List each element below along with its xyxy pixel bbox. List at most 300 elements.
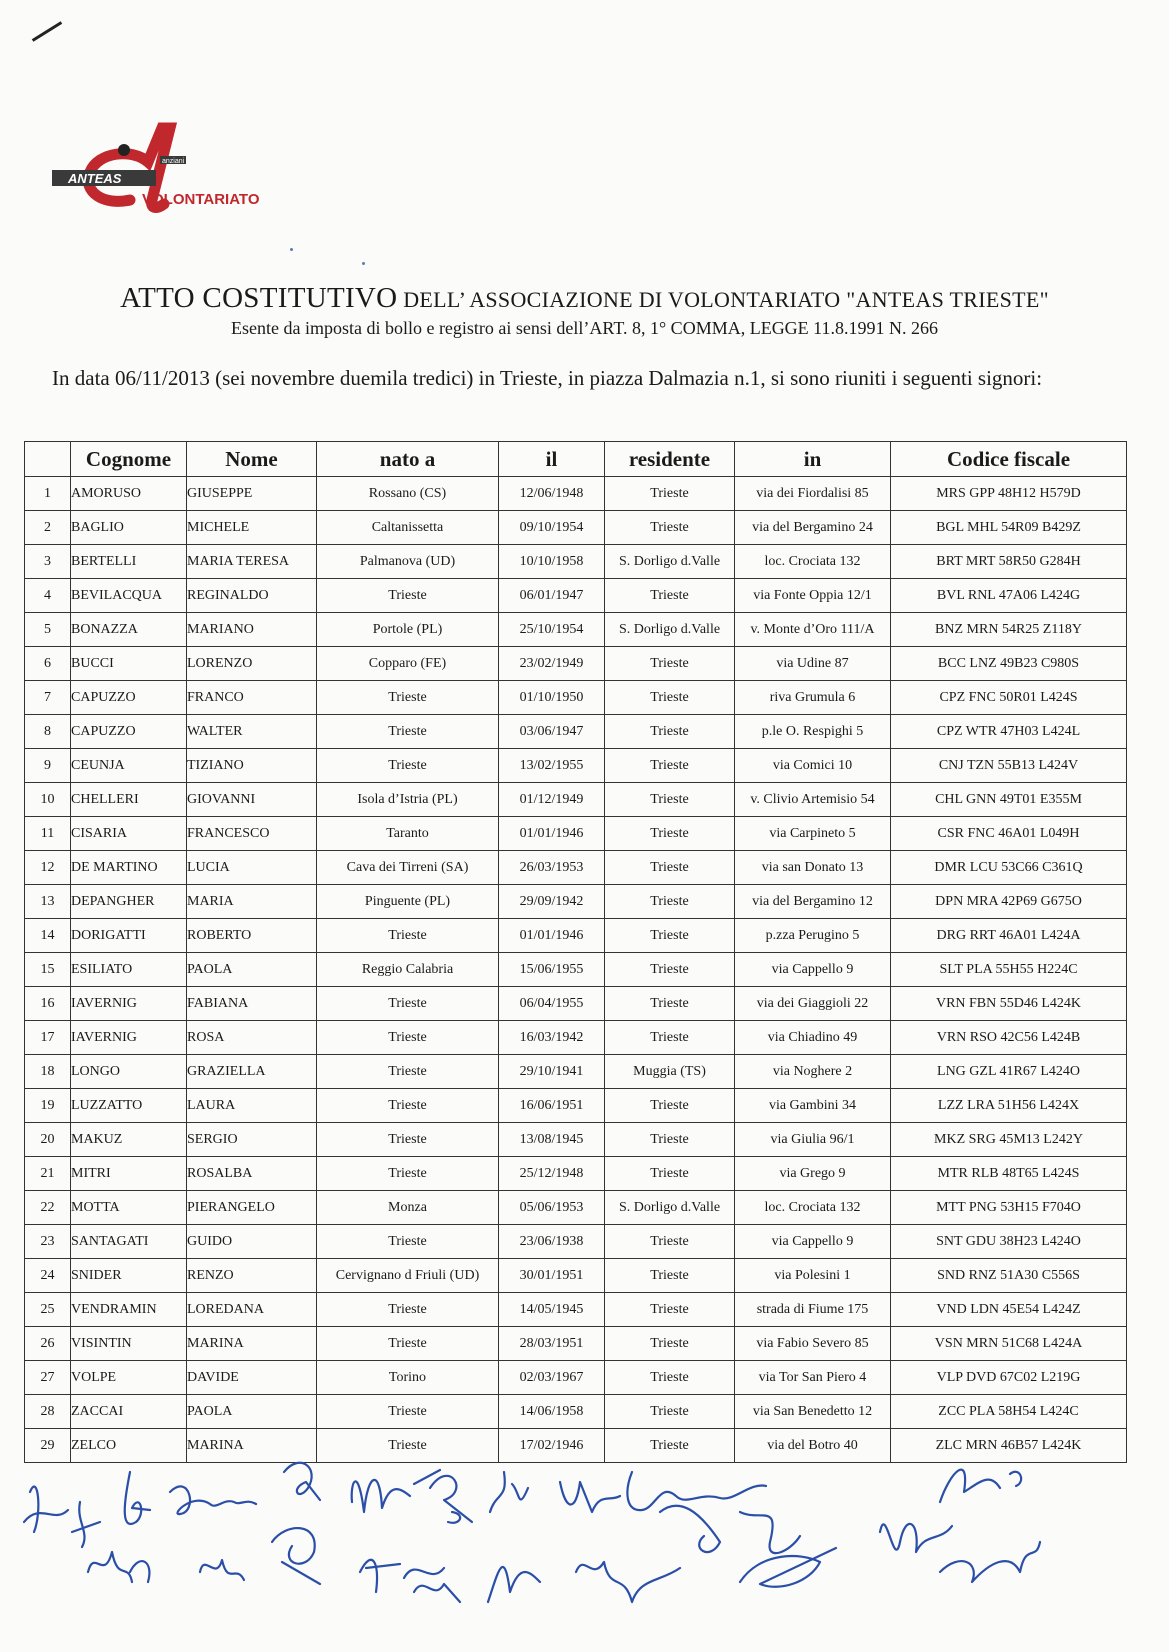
cognome-cell: LONGO [71,1055,187,1089]
cognome-cell: IAVERNIG [71,987,187,1021]
indirizzo-cell: via san Donato 13 [735,851,891,885]
nome-cell: MARIA [187,885,317,919]
logo-head [118,144,130,156]
row-number: 17 [25,1021,71,1055]
indirizzo-cell: via del Bergamino 24 [735,511,891,545]
nato-a-cell: Copparo (FE) [317,647,499,681]
ink-dot [290,248,293,251]
row-number: 5 [25,613,71,647]
codice-fiscale-cell: BNZ MRN 54R25 Z118Y [891,613,1127,647]
nato-a-cell: Trieste [317,987,499,1021]
data-nascita-cell: 01/01/1946 [499,919,605,953]
residente-cell: Trieste [605,851,735,885]
indirizzo-cell: via Chiadino 49 [735,1021,891,1055]
row-number: 14 [25,919,71,953]
codice-fiscale-cell: DPN MRA 42P69 G675O [891,885,1127,919]
indirizzo-cell: via Carpineto 5 [735,817,891,851]
codice-fiscale-cell: ZLC MRN 46B57 L424K [891,1429,1127,1463]
signature [125,1472,150,1524]
data-nascita-cell: 17/02/1946 [499,1429,605,1463]
signature [940,1470,1021,1502]
row-number: 18 [25,1055,71,1089]
indirizzo-cell: via Polesini 1 [735,1259,891,1293]
codice-fiscale-cell: CNJ TZN 55B13 L424V [891,749,1127,783]
indirizzo-cell: p.zza Perugino 5 [735,919,891,953]
codice-fiscale-cell: SLT PLA 55H55 H224C [891,953,1127,987]
document-title [0,282,1169,315]
nome-cell: RENZO [187,1259,317,1293]
row-number: 6 [25,647,71,681]
cognome-cell: LUZZATTO [71,1089,187,1123]
table-row [25,919,1127,953]
signature [740,1512,800,1553]
nome-cell: MARINA [187,1327,317,1361]
codice-fiscale-cell: BGL MHL 54R09 B429Z [891,511,1127,545]
nato-a-cell: Trieste [317,749,499,783]
table-row [25,1259,1127,1293]
cognome-cell: ESILIATO [71,953,187,987]
column-header: in [735,442,891,477]
nome-cell: GUIDO [187,1225,317,1259]
indirizzo-cell: via del Botro 40 [735,1429,891,1463]
residente-cell: Trieste [605,681,735,715]
cognome-cell: IAVERNIG [71,1021,187,1055]
nome-cell: MICHELE [187,511,317,545]
signature [430,1476,472,1523]
table-row [25,1361,1127,1395]
pen-mark [32,21,62,42]
residente-cell: Trieste [605,1021,735,1055]
nato-a-cell: Caltanissetta [317,511,499,545]
data-nascita-cell: 25/10/1954 [499,613,605,647]
table-row [25,681,1127,715]
signature [488,1567,540,1602]
data-nascita-cell: 06/01/1947 [499,579,605,613]
codice-fiscale-cell: MRS GPP 48H12 H579D [891,477,1127,511]
codice-fiscale-cell: VND LDN 45E54 L424Z [891,1293,1127,1327]
nato-a-cell: Cava dei Tirreni (SA) [317,851,499,885]
cognome-cell: DORIGATTI [71,919,187,953]
residente-cell: Trieste [605,953,735,987]
indirizzo-cell: via Gambini 34 [735,1089,891,1123]
nato-a-cell: Trieste [317,1225,499,1259]
codice-fiscale-cell: VRN FBN 55D46 L424K [891,987,1127,1021]
data-nascita-cell: 01/10/1950 [499,681,605,715]
nato-a-cell: Trieste [317,681,499,715]
table-row [25,851,1127,885]
cognome-cell: SNIDER [71,1259,187,1293]
nato-a-cell: Trieste [317,1327,499,1361]
data-nascita-cell: 25/12/1948 [499,1157,605,1191]
residente-cell: Trieste [605,647,735,681]
intro-paragraph: In data 06/11/2013 (sei novembre duemila tredici) in Trieste, in piazza Dalmazia n.1, si sono riuniti i seguenti signori: [52,366,1043,390]
nome-cell: SERGIO [187,1123,317,1157]
indirizzo-cell: via Fabio Severo 85 [735,1327,891,1361]
indirizzo-cell: via dei Fiordalisi 85 [735,477,891,511]
title-rest: DELL’ ASSOCIAZIONE DI VOLONTARIATO "ANTEAS TRIESTE" [403,287,1049,312]
column-header: nato a [317,442,499,477]
residente-cell: Trieste [605,1327,735,1361]
data-nascita-cell: 12/06/1948 [499,477,605,511]
row-number: 13 [25,885,71,919]
codice-fiscale-cell: LNG GZL 41R67 L424O [891,1055,1127,1089]
residente-cell: S. Dorligo d.Valle [605,613,735,647]
residente-cell: Trieste [605,1429,735,1463]
codice-fiscale-cell: DMR LCU 53C66 C361Q [891,851,1127,885]
nato-a-cell: Taranto [317,817,499,851]
residente-cell: Trieste [605,749,735,783]
codice-fiscale-cell: CHL GNN 49T01 E355M [891,783,1127,817]
signature [24,1487,68,1532]
codice-fiscale-cell: BRT MRT 58R50 G284H [891,545,1127,579]
row-number: 21 [25,1157,71,1191]
table-row [25,613,1127,647]
codice-fiscale-cell: CPZ WTR 47H03 L424L [891,715,1127,749]
row-number: 27 [25,1361,71,1395]
nome-cell: FABIANA [187,987,317,1021]
row-number: 24 [25,1259,71,1293]
residente-cell: S. Dorligo d.Valle [605,545,735,579]
signature [200,1560,244,1580]
data-nascita-cell: 29/09/1942 [499,885,605,919]
logo-brand: ANTEAS [68,171,122,186]
indirizzo-cell: via Giulia 96/1 [735,1123,891,1157]
cognome-cell: CAPUZZO [71,715,187,749]
table-row [25,1055,1127,1089]
cognome-cell: BERTELLI [71,545,187,579]
signatures [20,1452,1120,1647]
row-number: 25 [25,1293,71,1327]
indirizzo-cell: via Udine 87 [735,647,891,681]
anteas-logo [52,122,292,222]
table-row [25,953,1127,987]
logo-tagline: VOLONTARIATO [142,191,260,208]
cognome-cell: CHELLERI [71,783,187,817]
row-number: 12 [25,851,71,885]
nato-a-cell: Pinguente (PL) [317,885,499,919]
residente-cell: Trieste [605,919,735,953]
nome-cell: PAOLA [187,953,317,987]
row-number: 1 [25,477,71,511]
data-nascita-cell: 29/10/1941 [499,1055,605,1089]
indirizzo-cell: strada di Fiume 175 [735,1293,891,1327]
indirizzo-cell: via del Bergamino 12 [735,885,891,919]
indirizzo-cell: via Fonte Oppia 12/1 [735,579,891,613]
table-row [25,545,1127,579]
indirizzo-cell: riva Grumula 6 [735,681,891,715]
nome-cell: MARIANO [187,613,317,647]
nato-a-cell: Monza [317,1191,499,1225]
indirizzo-cell: via Tor San Piero 4 [735,1361,891,1395]
data-nascita-cell: 03/06/1947 [499,715,605,749]
column-header: residente [605,442,735,477]
nato-a-cell: Torino [317,1361,499,1395]
signature [880,1524,952,1552]
codice-fiscale-cell: BCC LNZ 49B23 C980S [891,647,1127,681]
ink-dot [362,262,365,265]
codice-fiscale-cell: MKZ SRG 45M13 L242Y [891,1123,1127,1157]
nome-cell: ROSA [187,1021,317,1055]
nato-a-cell: Cervignano d Friuli (UD) [317,1259,499,1293]
row-number: 29 [25,1429,71,1463]
data-nascita-cell: 05/06/1953 [499,1191,605,1225]
codice-fiscale-cell: VLP DVD 67C02 L219G [891,1361,1127,1395]
cognome-cell: SANTAGATI [71,1225,187,1259]
row-number: 4 [25,579,71,613]
column-header [25,442,71,477]
signature [352,1470,440,1512]
table-row [25,1327,1127,1361]
nome-cell: GRAZIELLA [187,1055,317,1089]
cognome-cell: VISINTIN [71,1327,187,1361]
nome-cell: GIUSEPPE [187,477,317,511]
data-nascita-cell: 15/06/1955 [499,953,605,987]
nato-a-cell: Trieste [317,1293,499,1327]
signature [740,1548,836,1587]
data-nascita-cell: 26/03/1953 [499,851,605,885]
data-nascita-cell: 10/10/1958 [499,545,605,579]
nato-a-cell: Isola d’Istria (PL) [317,783,499,817]
signature [170,1486,256,1514]
data-nascita-cell: 13/02/1955 [499,749,605,783]
row-number: 28 [25,1395,71,1429]
residente-cell: Trieste [605,1395,735,1429]
nome-cell: MARINA [187,1429,317,1463]
cognome-cell: BAGLIO [71,511,187,545]
table-row [25,511,1127,545]
indirizzo-cell: p.le O. Respighi 5 [735,715,891,749]
residente-cell: Trieste [605,987,735,1021]
cognome-cell: MOTTA [71,1191,187,1225]
data-nascita-cell: 06/04/1955 [499,987,605,1021]
nome-cell: LORENZO [187,647,317,681]
nato-a-cell: Trieste [317,1123,499,1157]
table-row [25,1293,1127,1327]
residente-cell: Trieste [605,783,735,817]
indirizzo-cell: via Grego 9 [735,1157,891,1191]
cognome-cell: ZACCAI [71,1395,187,1429]
data-nascita-cell: 01/12/1949 [499,783,605,817]
codice-fiscale-cell: MTT PNG 53H15 F704O [891,1191,1127,1225]
residente-cell: Trieste [605,1361,735,1395]
nome-cell: TIZIANO [187,749,317,783]
residente-cell: Trieste [605,1293,735,1327]
residente-cell: Trieste [605,885,735,919]
members-table [24,441,1127,1463]
signature [72,1502,100,1547]
row-number: 15 [25,953,71,987]
codice-fiscale-cell: VSN MRN 51C68 L424A [891,1327,1127,1361]
codice-fiscale-cell: MTR RLB 48T65 L424S [891,1157,1127,1191]
nome-cell: PIERANGELO [187,1191,317,1225]
table-row [25,647,1127,681]
table-row [25,1157,1127,1191]
residente-cell: Trieste [605,579,735,613]
codice-fiscale-cell: CPZ FNC 50R01 L424S [891,681,1127,715]
codice-fiscale-cell: BVL RNL 47A06 L424G [891,579,1127,613]
nome-cell: LAURA [187,1089,317,1123]
cognome-cell: ZELCO [71,1429,187,1463]
row-number: 10 [25,783,71,817]
nato-a-cell: Trieste [317,579,499,613]
nome-cell: FRANCESCO [187,817,317,851]
data-nascita-cell: 01/01/1946 [499,817,605,851]
table-row [25,715,1127,749]
data-nascita-cell: 16/06/1951 [499,1089,605,1123]
residente-cell: Trieste [605,1089,735,1123]
table-row [25,749,1127,783]
cognome-cell: MAKUZ [71,1123,187,1157]
cognome-cell: BEVILACQUA [71,579,187,613]
row-number: 3 [25,545,71,579]
table-header-row [25,442,1127,477]
nato-a-cell: Trieste [317,1395,499,1429]
cognome-cell: CISARIA [71,817,187,851]
cognome-cell: CAPUZZO [71,681,187,715]
codice-fiscale-cell: SND RNZ 51A30 C556S [891,1259,1127,1293]
nato-a-cell: Trieste [317,1157,499,1191]
nato-a-cell: Trieste [317,1089,499,1123]
data-nascita-cell: 09/10/1954 [499,511,605,545]
row-number: 26 [25,1327,71,1361]
nato-a-cell: Rossano (CS) [317,477,499,511]
indirizzo-cell: via Cappello 9 [735,953,891,987]
signature [284,1463,320,1500]
nome-cell: LOREDANA [187,1293,317,1327]
row-number: 11 [25,817,71,851]
cognome-cell: VENDRAMIN [71,1293,187,1327]
nato-a-cell: Trieste [317,715,499,749]
table-row [25,1021,1127,1055]
logo-small: anziani [162,158,185,165]
signature [414,1584,460,1602]
column-header: il [499,442,605,477]
table-row [25,987,1127,1021]
codice-fiscale-cell: VRN RSO 42C56 L424B [891,1021,1127,1055]
table-row [25,1395,1127,1429]
data-nascita-cell: 14/06/1958 [499,1395,605,1429]
nome-cell: REGINALDO [187,579,317,613]
nome-cell: MARIA TERESA [187,545,317,579]
data-nascita-cell: 28/03/1951 [499,1327,605,1361]
nato-a-cell: Portole (PL) [317,613,499,647]
cognome-cell: VOLPE [71,1361,187,1395]
nato-a-cell: Palmanova (UD) [317,545,499,579]
row-number: 9 [25,749,71,783]
data-nascita-cell: 23/02/1949 [499,647,605,681]
table-row [25,885,1127,919]
row-number: 19 [25,1089,71,1123]
indirizzo-cell: v. Clivio Artemisio 54 [735,783,891,817]
document-subtitle: Esente da imposta di bollo e registro ai sensi dell’ART. 8, 1° COMMA, LEGGE 11.8.1991 N. 266 [230,318,939,338]
nato-a-cell: Trieste [317,919,499,953]
column-header: Cognome [71,442,187,477]
cognome-cell: DE MARTINO [71,851,187,885]
residente-cell: S. Dorligo d.Valle [605,1191,735,1225]
nome-cell: GIOVANNI [187,783,317,817]
cognome-cell: DEPANGHER [71,885,187,919]
residente-cell: Muggia (TS) [605,1055,735,1089]
row-number: 2 [25,511,71,545]
nato-a-cell: Trieste [317,1055,499,1089]
nome-cell: FRANCO [187,681,317,715]
table-row [25,1191,1127,1225]
codice-fiscale-cell: ZCC PLA 58H54 L424C [891,1395,1127,1429]
table-row [25,477,1127,511]
data-nascita-cell: 13/08/1945 [499,1123,605,1157]
nome-cell: ROBERTO [187,919,317,953]
table-row [25,1123,1127,1157]
residente-cell: Trieste [605,477,735,511]
row-number: 22 [25,1191,71,1225]
nome-cell: DAVIDE [187,1361,317,1395]
nome-cell: PAOLA [187,1395,317,1429]
nome-cell: LUCIA [187,851,317,885]
codice-fiscale-cell: DRG RRT 46A01 L424A [891,919,1127,953]
nato-a-cell: Trieste [317,1021,499,1055]
codice-fiscale-cell: LZZ LRA 51H56 L424X [891,1089,1127,1123]
signature [360,1560,444,1592]
signature [88,1552,149,1582]
indirizzo-cell: loc. Crociata 132 [735,545,891,579]
residente-cell: Trieste [605,1123,735,1157]
nato-a-cell: Trieste [317,1429,499,1463]
table-row [25,783,1127,817]
signature [576,1562,680,1602]
residente-cell: Trieste [605,715,735,749]
cognome-cell: CEUNJA [71,749,187,783]
cognome-cell: BONAZZA [71,613,187,647]
nome-cell: WALTER [187,715,317,749]
cognome-cell: BUCCI [71,647,187,681]
indirizzo-cell: via Noghere 2 [735,1055,891,1089]
residente-cell: Trieste [605,817,735,851]
table-row [25,1089,1127,1123]
table-row [25,579,1127,613]
row-number: 8 [25,715,71,749]
residente-cell: Trieste [605,1157,735,1191]
row-number: 16 [25,987,71,1021]
residente-cell: Trieste [605,511,735,545]
residente-cell: Trieste [605,1225,735,1259]
indirizzo-cell: v. Monte d’Oro 111/A [735,613,891,647]
residente-cell: Trieste [605,1259,735,1293]
codice-fiscale-cell: CSR FNC 46A01 L049H [891,817,1127,851]
nome-cell: ROSALBA [187,1157,317,1191]
signature [940,1542,1040,1582]
indirizzo-cell: via San Benedetto 12 [735,1395,891,1429]
indirizzo-cell: via dei Giaggioli 22 [735,987,891,1021]
cognome-cell: MITRI [71,1157,187,1191]
indirizzo-cell: loc. Crociata 132 [735,1191,891,1225]
data-nascita-cell: 16/03/1942 [499,1021,605,1055]
data-nascita-cell: 30/01/1951 [499,1259,605,1293]
title-main: ATTO COSTITUTIVO [120,282,398,314]
data-nascita-cell: 14/05/1945 [499,1293,605,1327]
row-number: 7 [25,681,71,715]
signature [660,1506,720,1552]
signature [560,1472,766,1512]
signature [272,1528,320,1584]
column-header: Nome [187,442,317,477]
signature [490,1472,528,1512]
table-row [25,817,1127,851]
table-row [25,1225,1127,1259]
table-body [25,477,1127,1463]
cognome-cell: AMORUSO [71,477,187,511]
indirizzo-cell: via Comici 10 [735,749,891,783]
column-header: Codice fiscale [891,442,1127,477]
